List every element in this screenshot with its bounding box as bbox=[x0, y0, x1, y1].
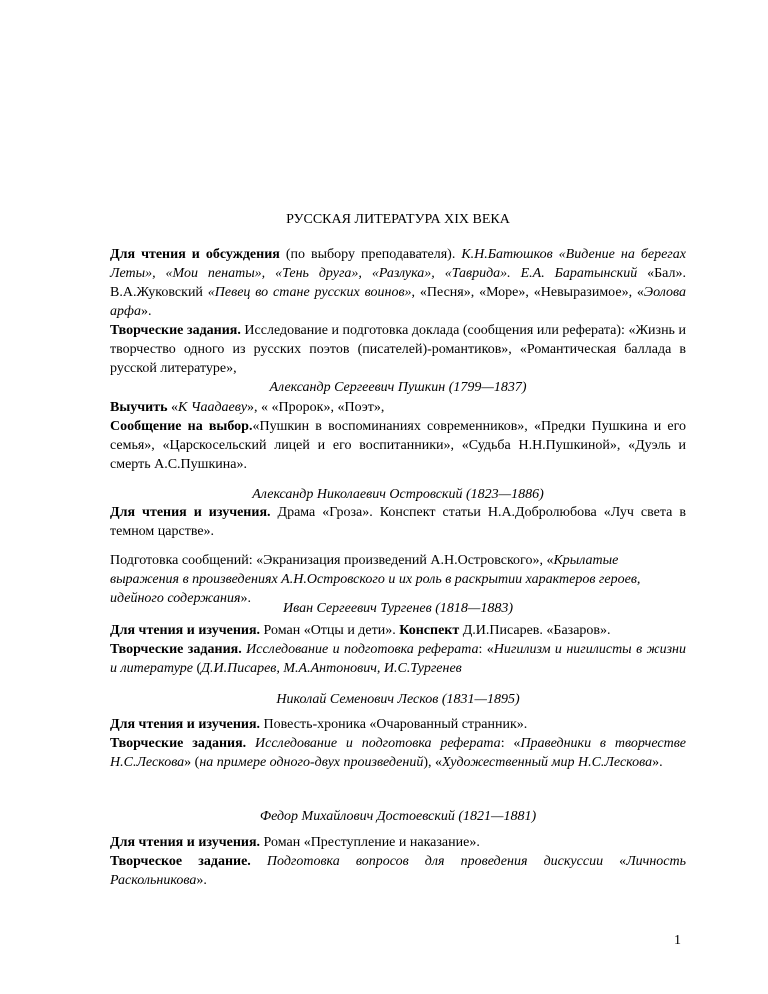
dostoevsky-creative-paragraph bbox=[110, 852, 686, 890]
turgenev-conspect-label: Конспект bbox=[399, 623, 460, 638]
dostoevsky-creative-text: « bbox=[603, 854, 627, 869]
turgenev-read-text: Роман «Отцы и дети». bbox=[260, 623, 400, 638]
leskov-read-paragraph bbox=[110, 715, 686, 734]
turgenev-creative-text2: ( bbox=[192, 661, 202, 676]
leskov-creative-italic3: на примере одного-двух произведений bbox=[199, 755, 424, 770]
reading-note: (по выбору преподавателя). bbox=[279, 247, 462, 262]
romantics-section bbox=[110, 245, 686, 378]
leskov-creative-label: Творческие задания. bbox=[110, 736, 247, 751]
leskov-creative-paragraph bbox=[110, 734, 686, 772]
turgenev-creative-label: Творческие задания. bbox=[110, 642, 242, 657]
dostoevsky-creative-italic2: Личность Раскольникова bbox=[110, 854, 686, 888]
reading-label: Для чтения и обсуждения bbox=[110, 247, 280, 262]
learn-label: Выучить bbox=[110, 400, 168, 415]
dostoevsky-read-paragraph bbox=[110, 833, 686, 852]
author-batyushkov: К.Н.Батюшков bbox=[461, 247, 553, 262]
leskov-read-label: Для чтения и изучения. bbox=[110, 717, 261, 732]
ostrovsky-read-paragraph bbox=[110, 503, 686, 541]
learn-text2: », « «Пророк», «Поэт», bbox=[247, 400, 385, 415]
works-zhukovsky-end: ». bbox=[140, 304, 152, 319]
works-zhukovsky-italic: «Певец во стане русских воинов» bbox=[207, 285, 412, 300]
ostrovsky-section bbox=[110, 503, 686, 541]
page-title: РУССКАЯ ЛИТЕРАТУРА XIX ВЕКА bbox=[286, 212, 510, 227]
learn-italic: К Чаадаеву bbox=[178, 400, 248, 415]
pushkin-heading: Александр Сергеевич Пушкин (1799—1837) bbox=[269, 380, 527, 395]
leskov-section bbox=[110, 715, 686, 772]
reading-paragraph bbox=[110, 245, 686, 321]
works-batyushkov: «Видение на берегах Леты», «Мои пенаты», «Тень друга», «Разлука», «Таврида». bbox=[110, 247, 686, 281]
ostrovsky-prep-italic: Крылатые выражения в произведениях А.Н.Островского и их роль в раскрытии характеров героев, идейного содержания bbox=[110, 553, 641, 606]
dostoevsky-creative-italic: Подготовка вопросов для проведения дискуссии bbox=[250, 854, 604, 869]
turgenev-creative-paragraph bbox=[110, 640, 686, 678]
works-zhukovsky: , «Песня», «Море», «Невыразимое», « bbox=[411, 285, 644, 300]
learn-text: « bbox=[167, 400, 179, 415]
dostoevsky-read-text: Роман «Преступление и наказание». bbox=[260, 835, 480, 850]
leskov-creative-italic2: Праведники в творчестве Н.С.Лескова bbox=[110, 736, 686, 770]
dostoevsky-creative-label: Творческое задание. bbox=[110, 854, 251, 869]
pushkin-section bbox=[110, 398, 686, 474]
works-zhukovsky-italic2: Эолова арфа bbox=[110, 285, 686, 319]
turgenev-creative-italic: Исследование и подготовка реферата bbox=[241, 642, 479, 657]
turgenev-creative-italic3: Д.И.Писарев, М.А.Антонович, И.С.Тургенев bbox=[201, 661, 462, 676]
leskov-creative-text2: » ( bbox=[184, 755, 200, 770]
leskov-read-text: Повесть-хроника «Очарованный странник». bbox=[260, 717, 528, 732]
page-number: 1 bbox=[674, 933, 681, 948]
works-baratynsky: «Бал». bbox=[637, 266, 686, 281]
ostrovsky-read-label: Для чтения и изучения. bbox=[110, 505, 271, 520]
leskov-creative-italic4: Художественный мир Н.С.Лескова bbox=[442, 755, 653, 770]
dostoevsky-read-label: Для чтения и изучения. bbox=[110, 835, 261, 850]
dostoevsky-section bbox=[110, 833, 686, 890]
author-zhukovsky: В.А.Жуковский bbox=[110, 285, 208, 300]
leskov-creative-italic: Исследование и подготовка реферата bbox=[246, 736, 501, 751]
turgenev-heading: Иван Сергеевич Тургенев (1818—1883) bbox=[283, 601, 513, 616]
ostrovsky-read-text: Драма «Гроза». Конспект статьи Н.А.Добролюбова «Луч света в темном царстве». bbox=[110, 505, 686, 539]
turgenev-creative-text: : « bbox=[478, 642, 494, 657]
report-text: «Пушкин в воспоминаниях современников», «Предки Пушкина и его семья», «Царскосельский лицей и его воспитанники», «Судьба Н.Н.Пушкиной», «Дуэль и смерть А.С.Пушкина». bbox=[110, 419, 686, 472]
leskov-creative-text: : « bbox=[500, 736, 521, 751]
ostrovsky-prep-end: ». bbox=[240, 591, 251, 606]
turgenev-section bbox=[110, 621, 686, 678]
creative-text: Исследование и подготовка доклада (сообщения или реферата): «Жизнь и творчество одного из русских поэтов (писателей)-романтиков», «Романтическая баллада в русской литературе», bbox=[110, 323, 686, 376]
report-label: Сообщение на выбор. bbox=[110, 419, 253, 434]
creative-paragraph bbox=[110, 321, 686, 378]
turgenev-read-label: Для чтения и изучения. bbox=[110, 623, 261, 638]
report-paragraph bbox=[110, 417, 686, 474]
turgenev-read-paragraph bbox=[110, 621, 686, 640]
dostoevsky-heading: Федор Михайлович Достоевский (1821—1881) bbox=[259, 809, 537, 824]
ostrovsky-prep-text: Подготовка сообщений: «Экранизация произведений А.Н.Островского», « bbox=[110, 553, 554, 568]
leskov-creative-text4: ». bbox=[652, 755, 663, 770]
ostrovsky-heading: Александр Николаевич Островский (1823—1886) bbox=[252, 487, 544, 502]
leskov-heading: Николай Семенович Лесков (1831—1895) bbox=[276, 692, 520, 707]
turgenev-creative-italic2: Нигилизм и нигилисты в жизни и литературе bbox=[110, 642, 686, 676]
turgenev-conspect-text: Д.И.Писарев. «Базаров». bbox=[459, 623, 611, 638]
learn-paragraph bbox=[110, 398, 686, 417]
dostoevsky-creative-text2: ». bbox=[196, 873, 207, 888]
leskov-creative-text3: ), « bbox=[423, 755, 443, 770]
author-baratynsky: Е.А. Баратынский bbox=[520, 266, 638, 281]
creative-label: Творческие задания. bbox=[110, 323, 241, 338]
